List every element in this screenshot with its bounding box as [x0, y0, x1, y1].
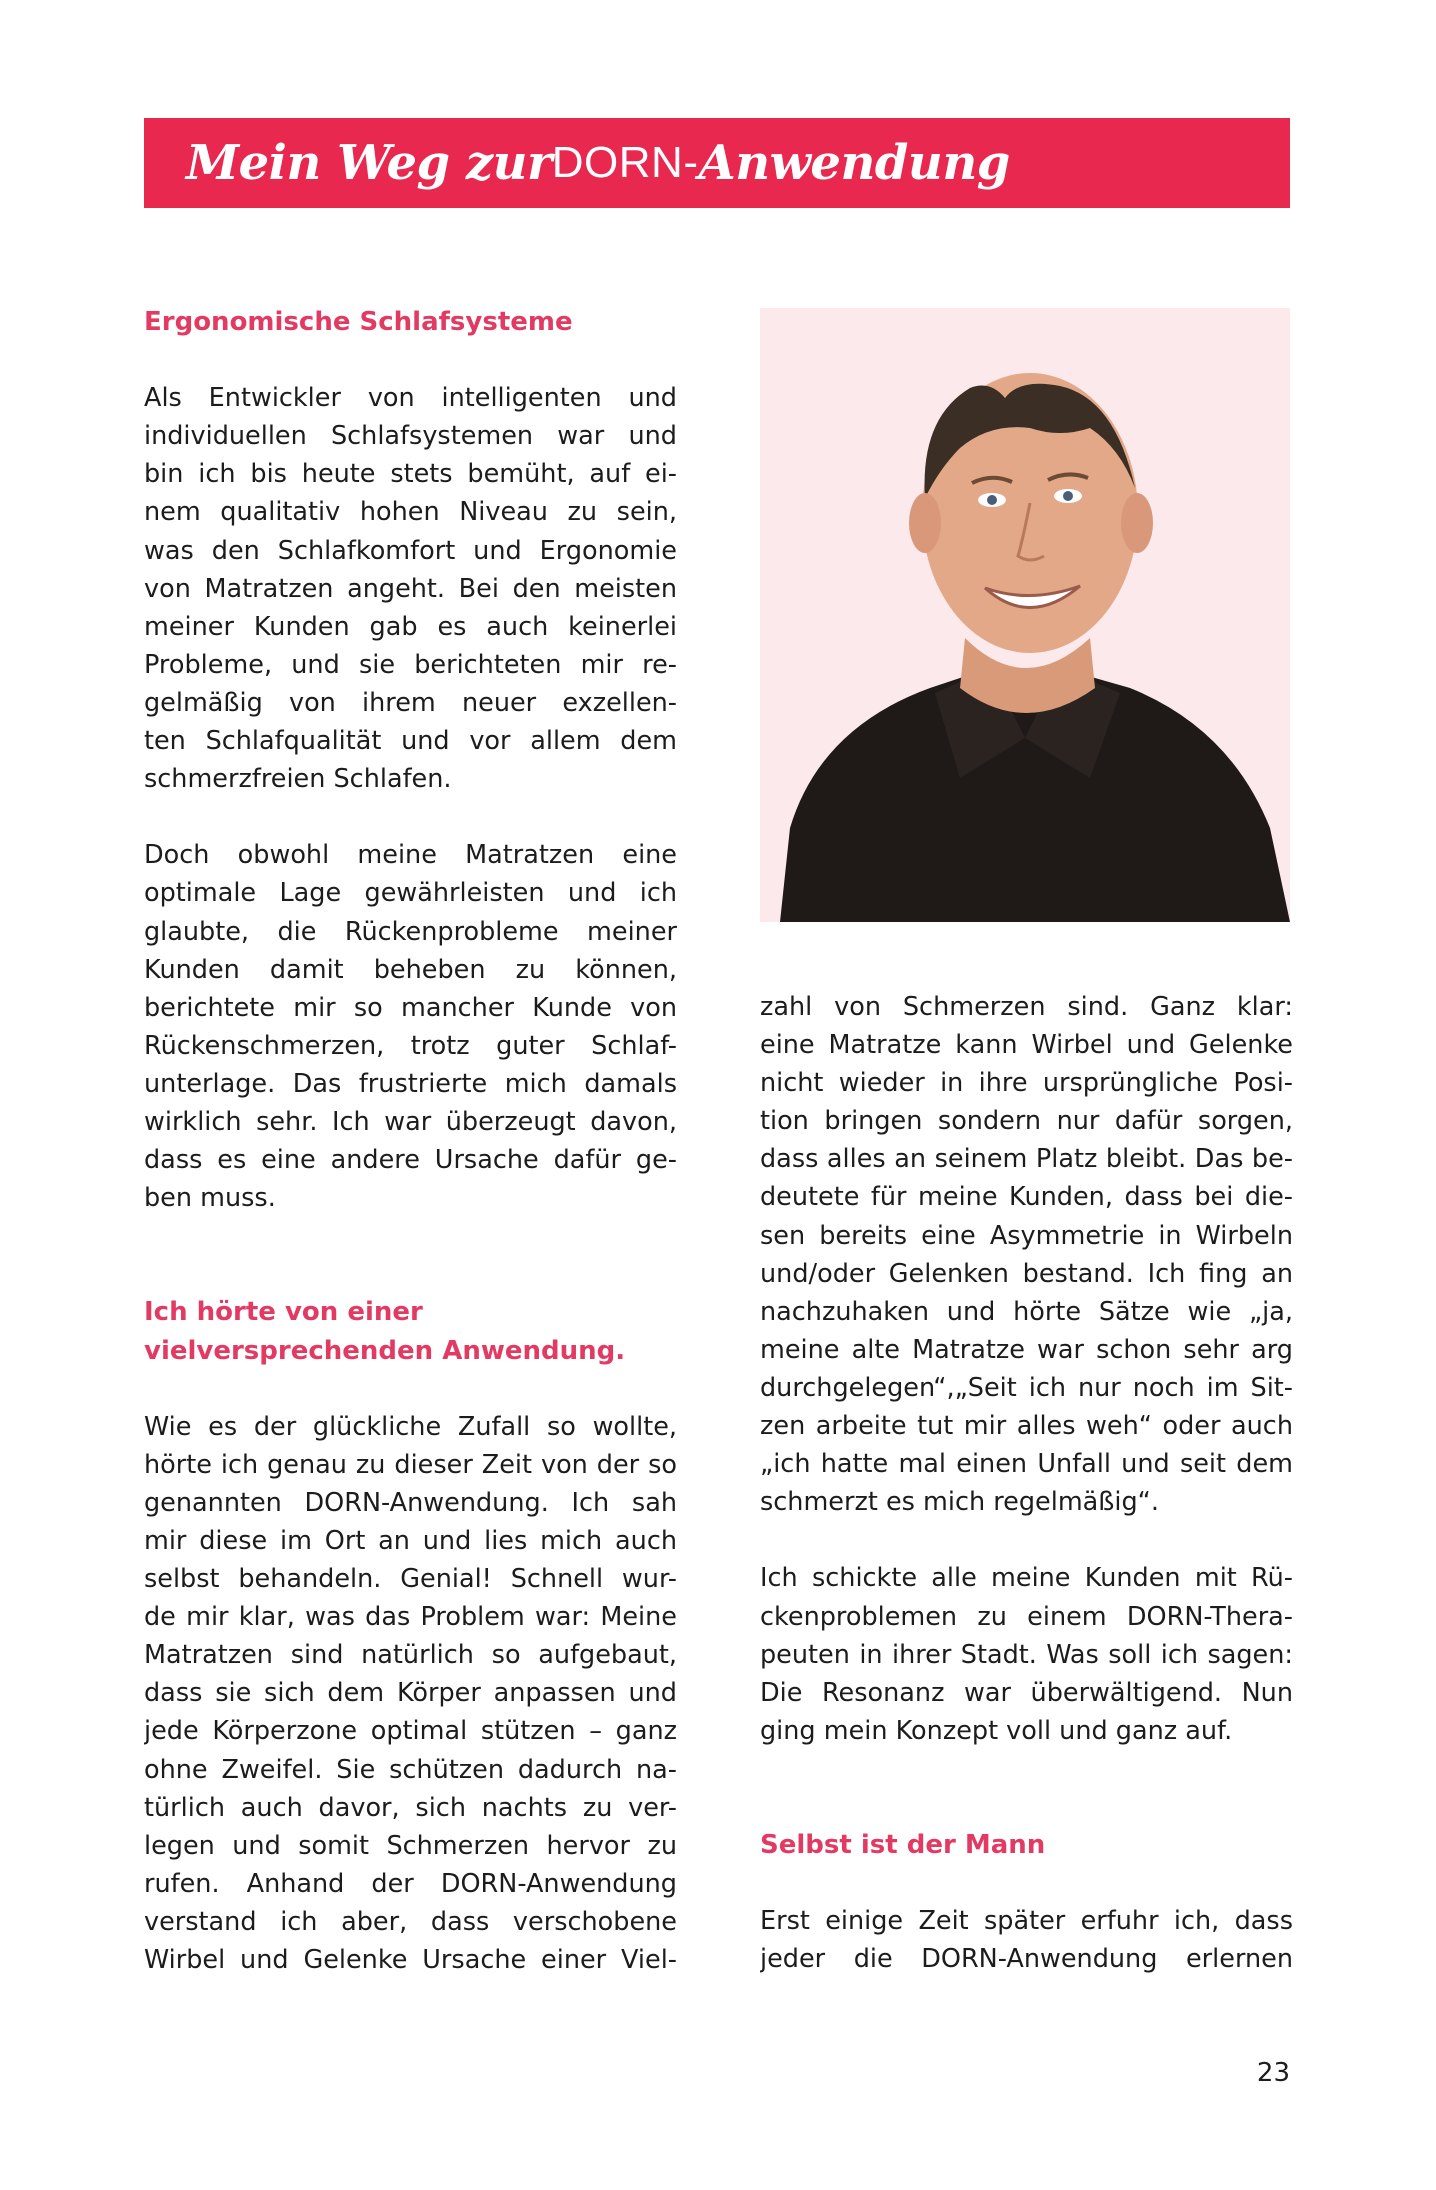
- portrait-photo-illustration: [760, 308, 1290, 922]
- text-line: selbst behandeln. Genial! Schnell wur-: [144, 1564, 677, 1595]
- text-line: Die Resonanz war überwältigend. Nun: [760, 1677, 1293, 1708]
- text-line: ben muss.: [144, 1183, 276, 1214]
- text-line: meine alte Matratze war schon sehr arg: [760, 1334, 1293, 1365]
- text-line: türlich auch davor, sich nachts zu ver-: [144, 1792, 677, 1823]
- text-line: schmerzt es mich regelmäßig“.: [760, 1487, 1159, 1518]
- text-line: schmerzfreien Schlafen.: [144, 764, 452, 795]
- paragraph-resonanz: [760, 1559, 1293, 1749]
- paragraph-vielzahl: [760, 988, 1293, 1521]
- section-heading-anwendung-line-1: Ich hörte von einer: [144, 1297, 423, 1328]
- text-line: eine Matratze kann Wirbel und Gelenke: [760, 1030, 1293, 1061]
- text-line: peuten in ihrer Stadt. Was soll ich sagen:: [760, 1639, 1293, 1670]
- section-heading-selbst: Selbst ist der Mann: [760, 1830, 1046, 1861]
- text-line: bin ich bis heute stets bemüht, auf ei-: [144, 459, 677, 490]
- text-line: glaubte, die Rückenprobleme meiner: [144, 916, 677, 947]
- section-heading-schlafsysteme: Ergonomische Schlafsysteme: [144, 307, 573, 337]
- text-line: Kunden damit beheben zu können,: [144, 954, 677, 985]
- text-line: Wirbel und Gelenke Ursache einer Viel-: [144, 1945, 677, 1976]
- text-line: nem qualitativ hohen Niveau zu sein,: [144, 497, 677, 528]
- text-line: nachzuhaken und hörte Sätze wie „ja,: [760, 1296, 1293, 1327]
- chapter-title-script-end: Anwendung: [698, 135, 1010, 191]
- text-line: und/oder Gelenken bestand. Ich fing an: [760, 1258, 1293, 1289]
- paragraph-doch-obwohl: [144, 836, 677, 1217]
- text-line: genannten DORN-Anwendung. Ich sah: [144, 1487, 677, 1518]
- text-line: dass es eine andere Ursache dafür ge-: [144, 1145, 677, 1176]
- text-line: zen arbeite tut mir alles weh“ oder auch: [760, 1411, 1293, 1442]
- paragraph-zufall: [144, 1408, 677, 1979]
- paragraph-erlernen: [760, 1902, 1293, 1978]
- text-line: Doch obwohl meine Matratzen eine: [144, 840, 677, 871]
- text-line: individuellen Schlafsystemen war und: [144, 421, 677, 452]
- text-line: wirklich sehr. Ich war überzeugt davon,: [144, 1106, 677, 1137]
- right-column: [760, 988, 1293, 1978]
- text-line: berichtete mir so mancher Kunde von: [144, 992, 677, 1023]
- chapter-title-plain-part: DORN-: [551, 138, 699, 187]
- text-line: ten Schlafqualität und vor allem dem: [144, 726, 677, 757]
- text-line: jede Körperzone optimal stützen – ganz: [144, 1716, 677, 1747]
- text-line: verstand ich aber, dass verschobene: [144, 1906, 677, 1937]
- text-line: ohne Zweifel. Sie schützen dadurch na-: [144, 1754, 677, 1785]
- text-line: deutete für meine Kunden, dass bei die-: [760, 1182, 1293, 1213]
- text-line: Erst einige Zeit später erfuhr ich, dass: [760, 1906, 1293, 1937]
- text-line: Rückenschmerzen, trotz guter Schlaf-: [144, 1030, 677, 1061]
- text-line: Als Entwickler von intelligenten und: [144, 383, 677, 414]
- chapter-title-script-part: Mein Weg zur: [186, 135, 552, 191]
- text-line: dass alles an seinem Platz bleibt. Das be-: [760, 1144, 1293, 1175]
- text-line: rufen. Anhand der DORN-Anwendung: [144, 1868, 677, 1899]
- text-line: meiner Kunden gab es auch keinerlei: [144, 611, 677, 642]
- portrait-photo-icon: [760, 308, 1290, 922]
- text-line: Matratzen sind natürlich so aufgebaut,: [144, 1640, 677, 1671]
- text-line: tion bringen sondern nur dafür sorgen,: [760, 1106, 1293, 1137]
- text-line: jeder die DORN-Anwendung erlernen: [760, 1944, 1293, 1975]
- text-line: de mir klar, was das Problem war: Meine: [144, 1602, 677, 1633]
- text-line: Wie es der glückliche Zufall so wollte,: [144, 1411, 677, 1442]
- text-line: legen und somit Schmerzen hervor zu: [144, 1830, 677, 1861]
- text-line: ckenproblemen zu einem DORN-Thera-: [760, 1601, 1293, 1632]
- text-line: gelmäßig von ihrem neuer exzellen-: [144, 687, 677, 718]
- text-line: dass sie sich dem Körper anpassen und: [144, 1678, 677, 1709]
- left-column: [144, 303, 677, 1979]
- text-line: durchgelegen“,„Seit ich nur noch im Sit-: [760, 1372, 1293, 1403]
- paragraph-schlafsysteme: [144, 379, 677, 798]
- text-line: nicht wieder in ihre ursprüngliche Posi-: [760, 1068, 1293, 1099]
- text-line: Probleme, und sie berichteten mir re-: [144, 649, 677, 680]
- section-heading-anwendung-line-2: vielversprechenden Anwendung.: [144, 1335, 626, 1366]
- chapter-title-banner: [144, 118, 1290, 208]
- text-line: unterlage. Das frustrierte mich damals: [144, 1068, 677, 1099]
- page-number: 23: [1256, 2058, 1290, 2088]
- text-line: zahl von Schmerzen sind. Ganz klar:: [760, 992, 1293, 1022]
- text-line: Ich schickte alle meine Kunden mit Rü-: [760, 1563, 1293, 1594]
- text-line: sen bereits eine Asymmetrie in Wirbeln: [760, 1220, 1293, 1251]
- text-line: „ich hatte mal einen Unfall und seit dem: [760, 1449, 1293, 1480]
- text-line: was den Schlafkomfort und Ergonomie: [144, 535, 677, 566]
- text-line: hörte ich genau zu dieser Zeit von der so: [144, 1449, 677, 1480]
- text-line: von Matratzen angeht. Bei den meisten: [144, 573, 677, 604]
- text-line: mir diese im Ort an und lies mich auch: [144, 1526, 677, 1556]
- text-line: optimale Lage gewährleisten und ich: [144, 878, 677, 909]
- text-line: ging mein Konzept voll und ganz auf.: [760, 1715, 1233, 1746]
